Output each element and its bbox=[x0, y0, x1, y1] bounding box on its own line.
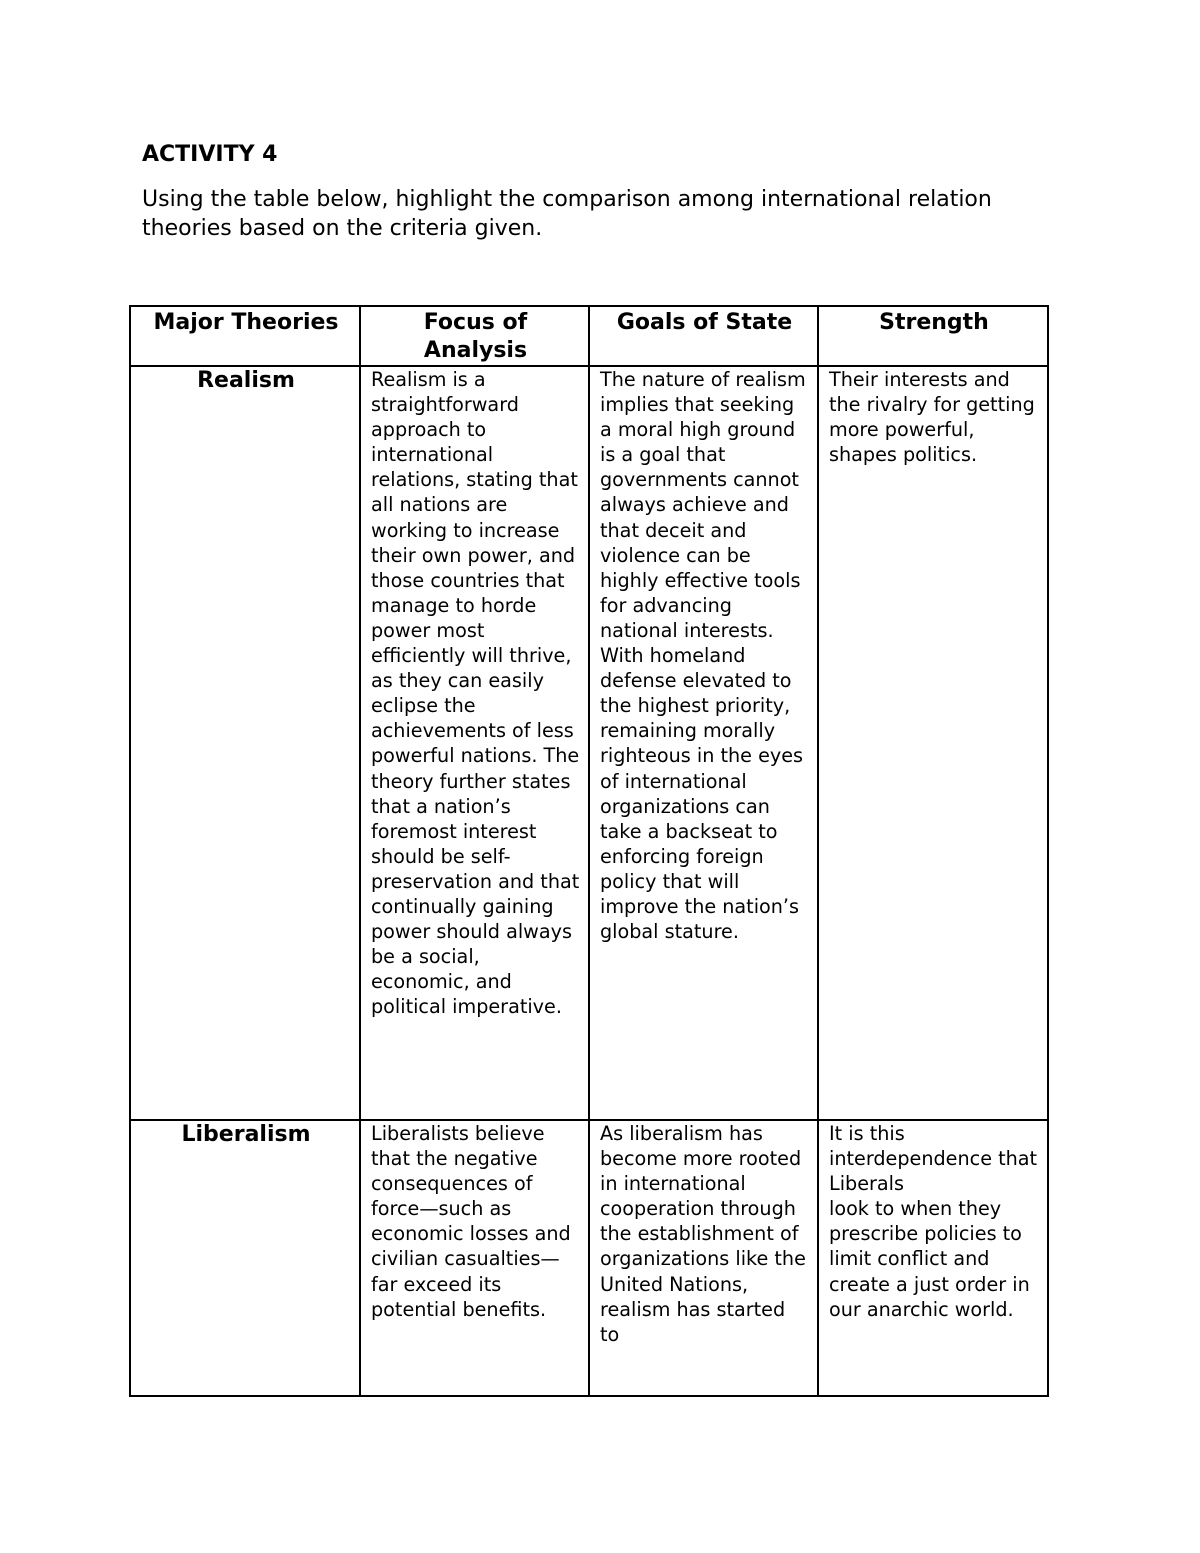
comparison-table bbox=[129, 305, 1049, 1397]
theory-name-cell: Realism bbox=[130, 366, 360, 1120]
header-goals-of-state: Goals of State bbox=[589, 306, 818, 366]
instructions-text: Using the table below, highlight the comparison among international relation theories based on the criteria given. bbox=[142, 187, 992, 241]
strength-cell: It is this interdependence that Liberals look to when they prescribe policies to limit conflict and create a just order in our anarchic world. bbox=[818, 1120, 1048, 1396]
page-title: ACTIVITY 4 bbox=[142, 142, 278, 167]
goals-of-state-cell: As liberalism has become more rooted in international cooperation through the establishment of organizations like the United Nations, realism has started to bbox=[589, 1120, 818, 1396]
header-row bbox=[130, 306, 1048, 366]
header-strength: Strength bbox=[818, 306, 1048, 366]
strength-cell: Their interests and the rivalry for getting more powerful, shapes politics. bbox=[818, 366, 1048, 1120]
theory-name-cell: Liberalism bbox=[130, 1120, 360, 1396]
header-focus-of-analysis: Focus of Analysis bbox=[360, 306, 589, 366]
goals-of-state-cell: The nature of realism implies that seeking a moral high ground is a goal that governments cannot always achieve and that deceit and violence can be highly effective tools for advancing national interests. With homeland defense elevated to the highest priority, remaining morally righteous in the eyes of international organizations can take a backseat to enforcing foreign policy that will improve the nation’s global stature. bbox=[589, 366, 818, 1120]
focus-of-analysis-cell: Realism is a straightforward approach to international relations, stating that all nations are working to increase their own power, and those countries that manage to horde power most efficiently will thrive, as they can easily eclipse the achievements of less powerful nations. The theory further states that a nation’s foremost interest should be self-preservation and that continually gaining power should always be a social, economic, and political imperative. bbox=[360, 366, 589, 1120]
header-major-theories: Major Theories bbox=[130, 306, 360, 366]
focus-of-analysis-cell: Liberalists believe that the negative consequences of force—such as economic losses and civilian casualties—far exceed its potential benefits. bbox=[360, 1120, 589, 1396]
table-row-liberalism bbox=[130, 1120, 1048, 1396]
table-row-realism bbox=[130, 366, 1048, 1120]
